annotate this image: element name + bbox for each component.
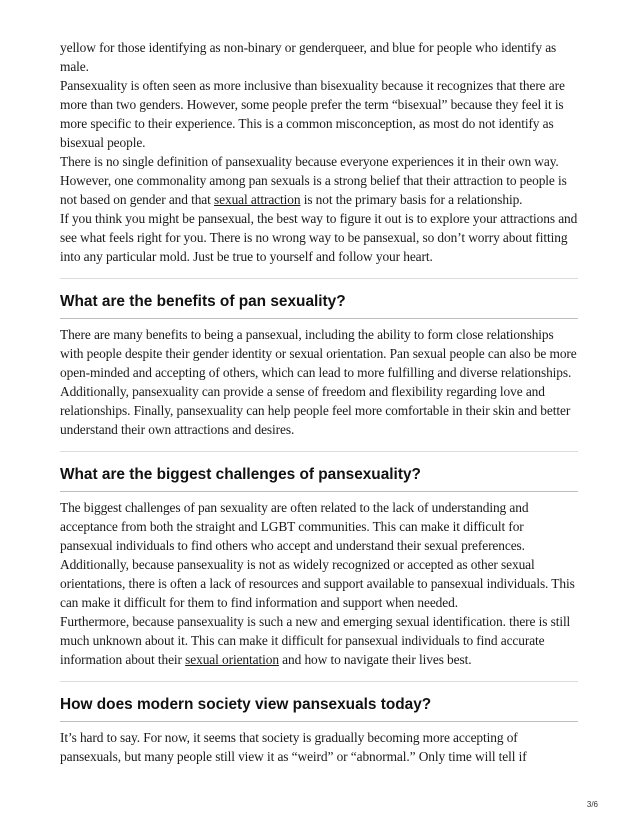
intro-section bbox=[60, 38, 578, 266]
benefits-paragraph-1: There are many benefits to being a pansexual, including the ability to form close relationships with people despite their gender identity or sexual orientation. Pan sexual people can also be more open-minded and accepting of others, which can lead to more fulfilling and diverse relationships. bbox=[60, 327, 577, 380]
benefits-heading: What are the benefits of pan sexuality? bbox=[60, 292, 578, 319]
section-divider bbox=[60, 681, 578, 682]
intro-paragraph-1: yellow for those identifying as non-binary or genderqueer, and blue for people who identify as male. bbox=[60, 40, 557, 74]
society-paragraph-1: It’s hard to say. For now, it seems that society is gradually becoming more accepting of pansexuals, but many people still view it as “weird” or “abnormal.” Only time will tell if bbox=[60, 730, 527, 764]
challenges-paragraph-3 bbox=[60, 612, 578, 669]
challenges-paragraph-2: Additionally, because pansexuality is not as widely recognized or accepted as other sexual orientations, there is often a lack of resources and support available to pansexual individuals. This can make it difficult for them to find information and support when needed. bbox=[60, 557, 575, 610]
challenges-paragraph-3-text-before: Furthermore, because pansexuality is such a new and emerging sexual identification. there is still much unknown about it. This can make it difficult for pansexual individuals to find accurate information about their bbox=[60, 614, 571, 667]
intro-paragraph-4: If you think you might be pansexual, the best way to figure it out is to explore your attractions and see what feels right for you. There is no wrong way to be pansexual, so don’t worry about fitting into any particular mold. Just be true to yourself and follow your heart. bbox=[60, 211, 578, 264]
challenges-heading: What are the biggest challenges of pansexuality? bbox=[60, 465, 578, 492]
benefits-section bbox=[60, 292, 578, 439]
society-section bbox=[60, 695, 578, 766]
intro-paragraph-2: Pansexuality is often seen as more inclusive than bisexuality because it recognizes that there are more than two genders. However, some people prefer the term “bisexual” because they feel it is more specific to their experience. This is a common misconception, as most do not identify as bisexual people. bbox=[60, 78, 565, 150]
society-heading: How does modern society view pansexuals today? bbox=[60, 695, 578, 722]
sexual-attraction-link[interactable]: sexual attraction bbox=[214, 192, 301, 207]
page-number: 3/6 bbox=[586, 800, 598, 809]
challenges-section bbox=[60, 465, 578, 669]
document-page bbox=[60, 38, 578, 766]
section-divider bbox=[60, 278, 578, 279]
sexual-orientation-link[interactable]: sexual orientation bbox=[185, 652, 279, 667]
section-divider bbox=[60, 451, 578, 452]
intro-paragraph-3 bbox=[60, 152, 578, 209]
intro-paragraph-3-text-after: is not the primary basis for a relationship. bbox=[300, 192, 523, 207]
challenges-paragraph-1: The biggest challenges of pan sexuality are often related to the lack of understanding and acceptance from both the straight and LGBT communities. This can make it difficult for pansexual individuals to find others who accept and understand their sexual preferences. bbox=[60, 500, 529, 553]
challenges-paragraph-3-text-after: and how to navigate their lives best. bbox=[278, 652, 472, 667]
intro-paragraph-3-text-before: There is no single definition of pansexuality because everyone experiences it in their own way. However, one commonality among pan sexuals is a strong belief that their attraction to people is not based on gender and that bbox=[60, 154, 567, 207]
benefits-paragraph-2: Additionally, pansexuality can provide a sense of freedom and flexibility regarding love and relationships. Finally, pansexuality can help people feel more comfortable in their skin and better understand their own attractions and desires. bbox=[60, 384, 571, 437]
